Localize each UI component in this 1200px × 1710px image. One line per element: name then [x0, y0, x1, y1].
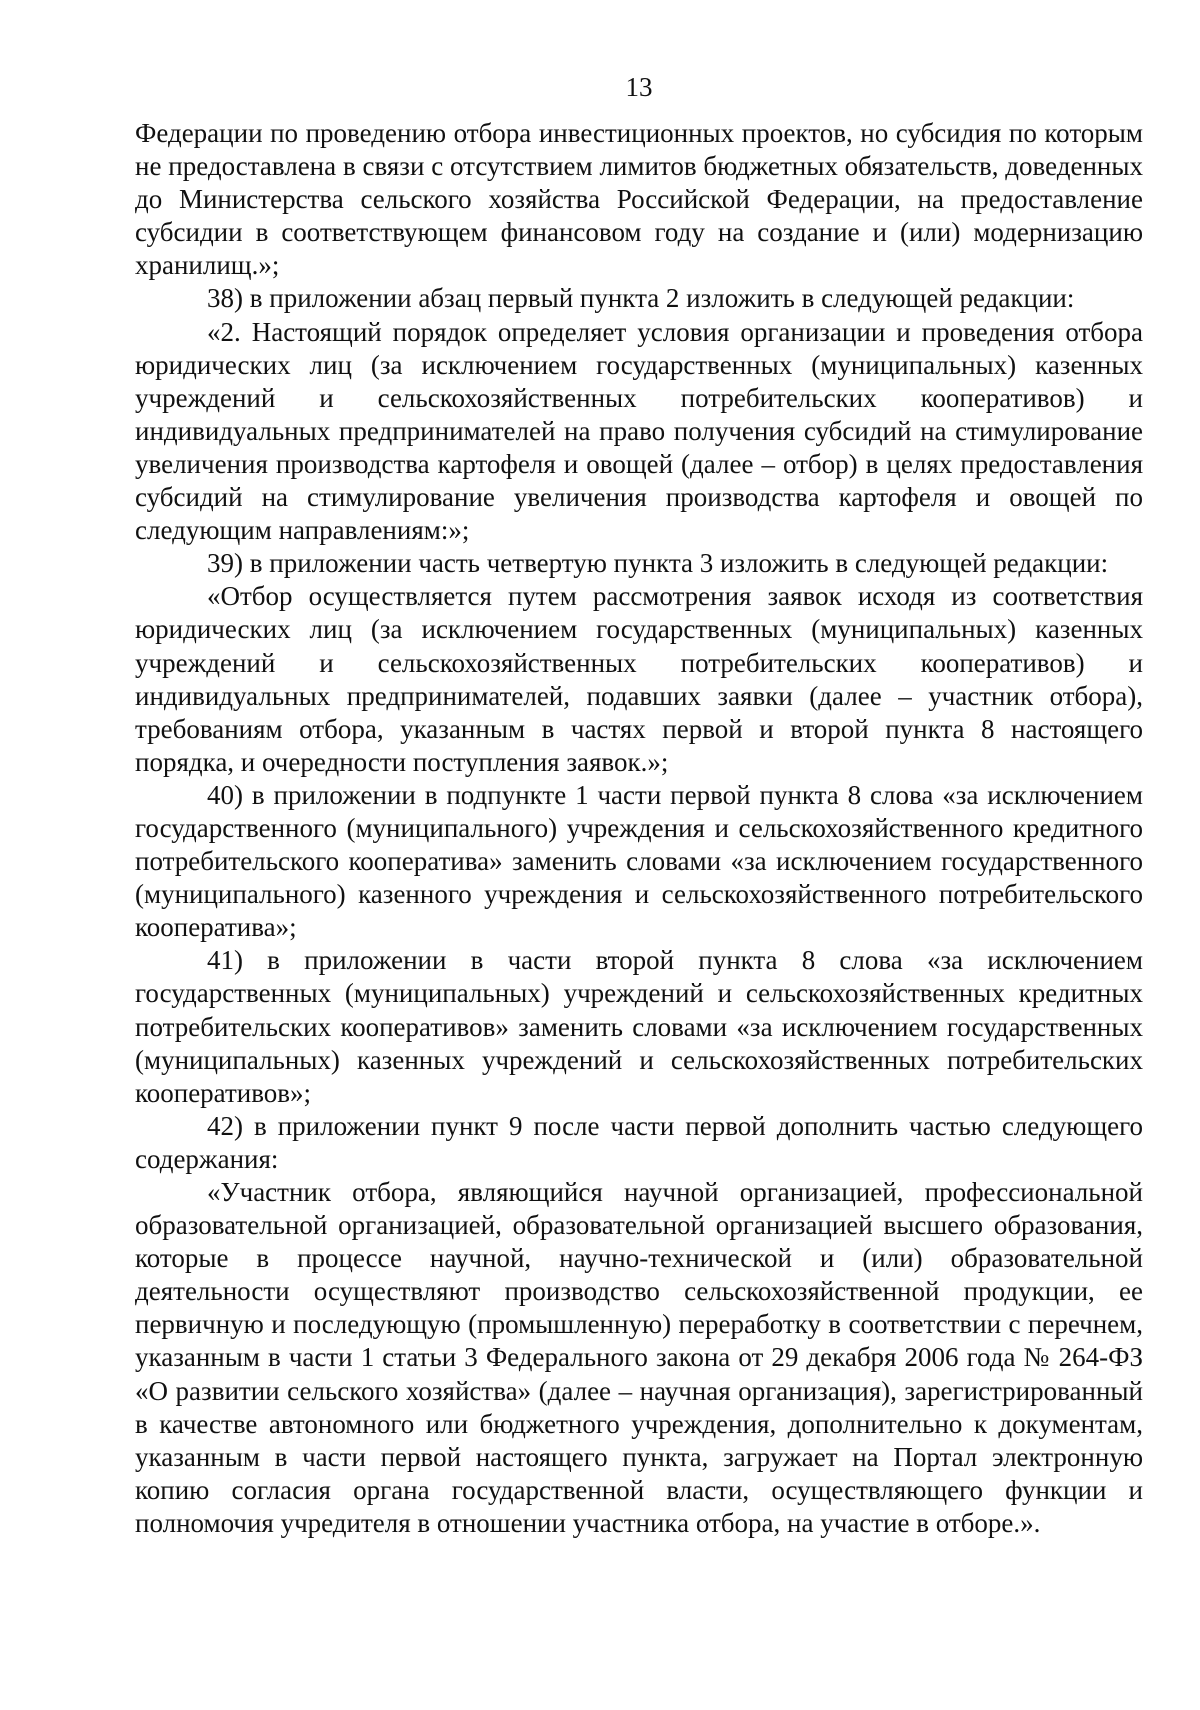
- paragraph-item-39: 39) в приложении часть четвертую пункта 3 изложить в следующей редакции:: [207, 548, 1109, 579]
- paragraph-quote-point-2: «2. Настоящий порядок определяет условия организации и проведения отбора юридических лиц (за исключением государственных (муниципальных) казенных учреждений и сельскохозяйственных потребительских кооперативов) и индивидуальных предпринимателей на право получения субсидий на стимулирование увеличения производства картофеля и овощей (далее – отбор) в целях предоставления субсидий на стимулирование увеличения производства картофеля и овощей по следующим направлениям:»;: [135, 316, 1143, 546]
- paragraph-item-38: 38) в приложении абзац первый пункта 2 изложить в следующей редакции:: [207, 283, 1075, 314]
- paragraph-item-42: 42) в приложении пункт 9 после части первой дополнить частью следующего содержания:: [135, 1110, 1143, 1174]
- paragraph-item-41: 41) в приложении в части второй пункта 8 слова «за исключением государственных (муниципальных) учреждений и сельскохозяйственных кредитных потребительских кооперативов» заменить словами «за исключением государственных (муниципальных) казенных учреждений и сельскохозяйственных потребительских кооперативов»;: [135, 945, 1143, 1108]
- paragraph-quote-selection: «Отбор осуществляется путем рассмотрения заявок исходя из соответствия юридических лиц (за исключением государственных (муниципальных) казенных учреждений и сельскохозяйственных потребительских кооперативов) и индивидуальных предпринимателей, подавших заявки (далее – участник отбора), требованиям отбора, указанным в частях первой и второй пункта 8 настоящего порядка, и очередности поступления заявок.»;: [135, 581, 1143, 777]
- paragraph-quote-participant: «Участник отбора, являющийся научной организацией, профессиональной образовательной организацией, образовательной организацией высшего образования, которые в процессе научной, научно-технической и (или) образовательной деятельности осуществляют производство сельскохозяйственной продукции, ее первичную и последующую (промышленную) переработку в соответствии с перечнем, указанным в части 1 статьи 3 Федерального закона от 29 декабря 2006 года № 264-ФЗ «О развитии сельского хозяйства» (далее – научная организация), зарегистрированный в качестве автономного или бюджетного учреждения, дополнительно к документам, указанным в части первой настоящего пункта, загружает на Портал электронную копию согласия органа государственной власти, осуществляющего функции и полномочия учредителя в отношении участника отбора, на участие в отборе.».: [135, 1177, 1143, 1538]
- page-number: 13: [625, 72, 653, 102]
- paragraph-continuation: Федерации по проведению отбора инвестиционных проектов, но субсидия по которым не предоставлена в связи с отсутствием лимитов бюджетных обязательств, доведенных до Министерства сельского хозяйства Российской Федерации, на предоставление субсидии в соответствующем финансовом году на создание и (или) модернизацию хранилищ.»;: [135, 118, 1143, 281]
- paragraph-item-40: 40) в приложении в подпункте 1 части первой пункта 8 слова «за исключением государственного (муниципального) учреждения и сельскохозяйственного кредитного потребительского кооператива» заменить словами «за исключением государственного (муниципального) казенного учреждения и сельскохозяйственного потребительского кооператива»;: [135, 779, 1143, 943]
- document-body: [135, 117, 1143, 1540]
